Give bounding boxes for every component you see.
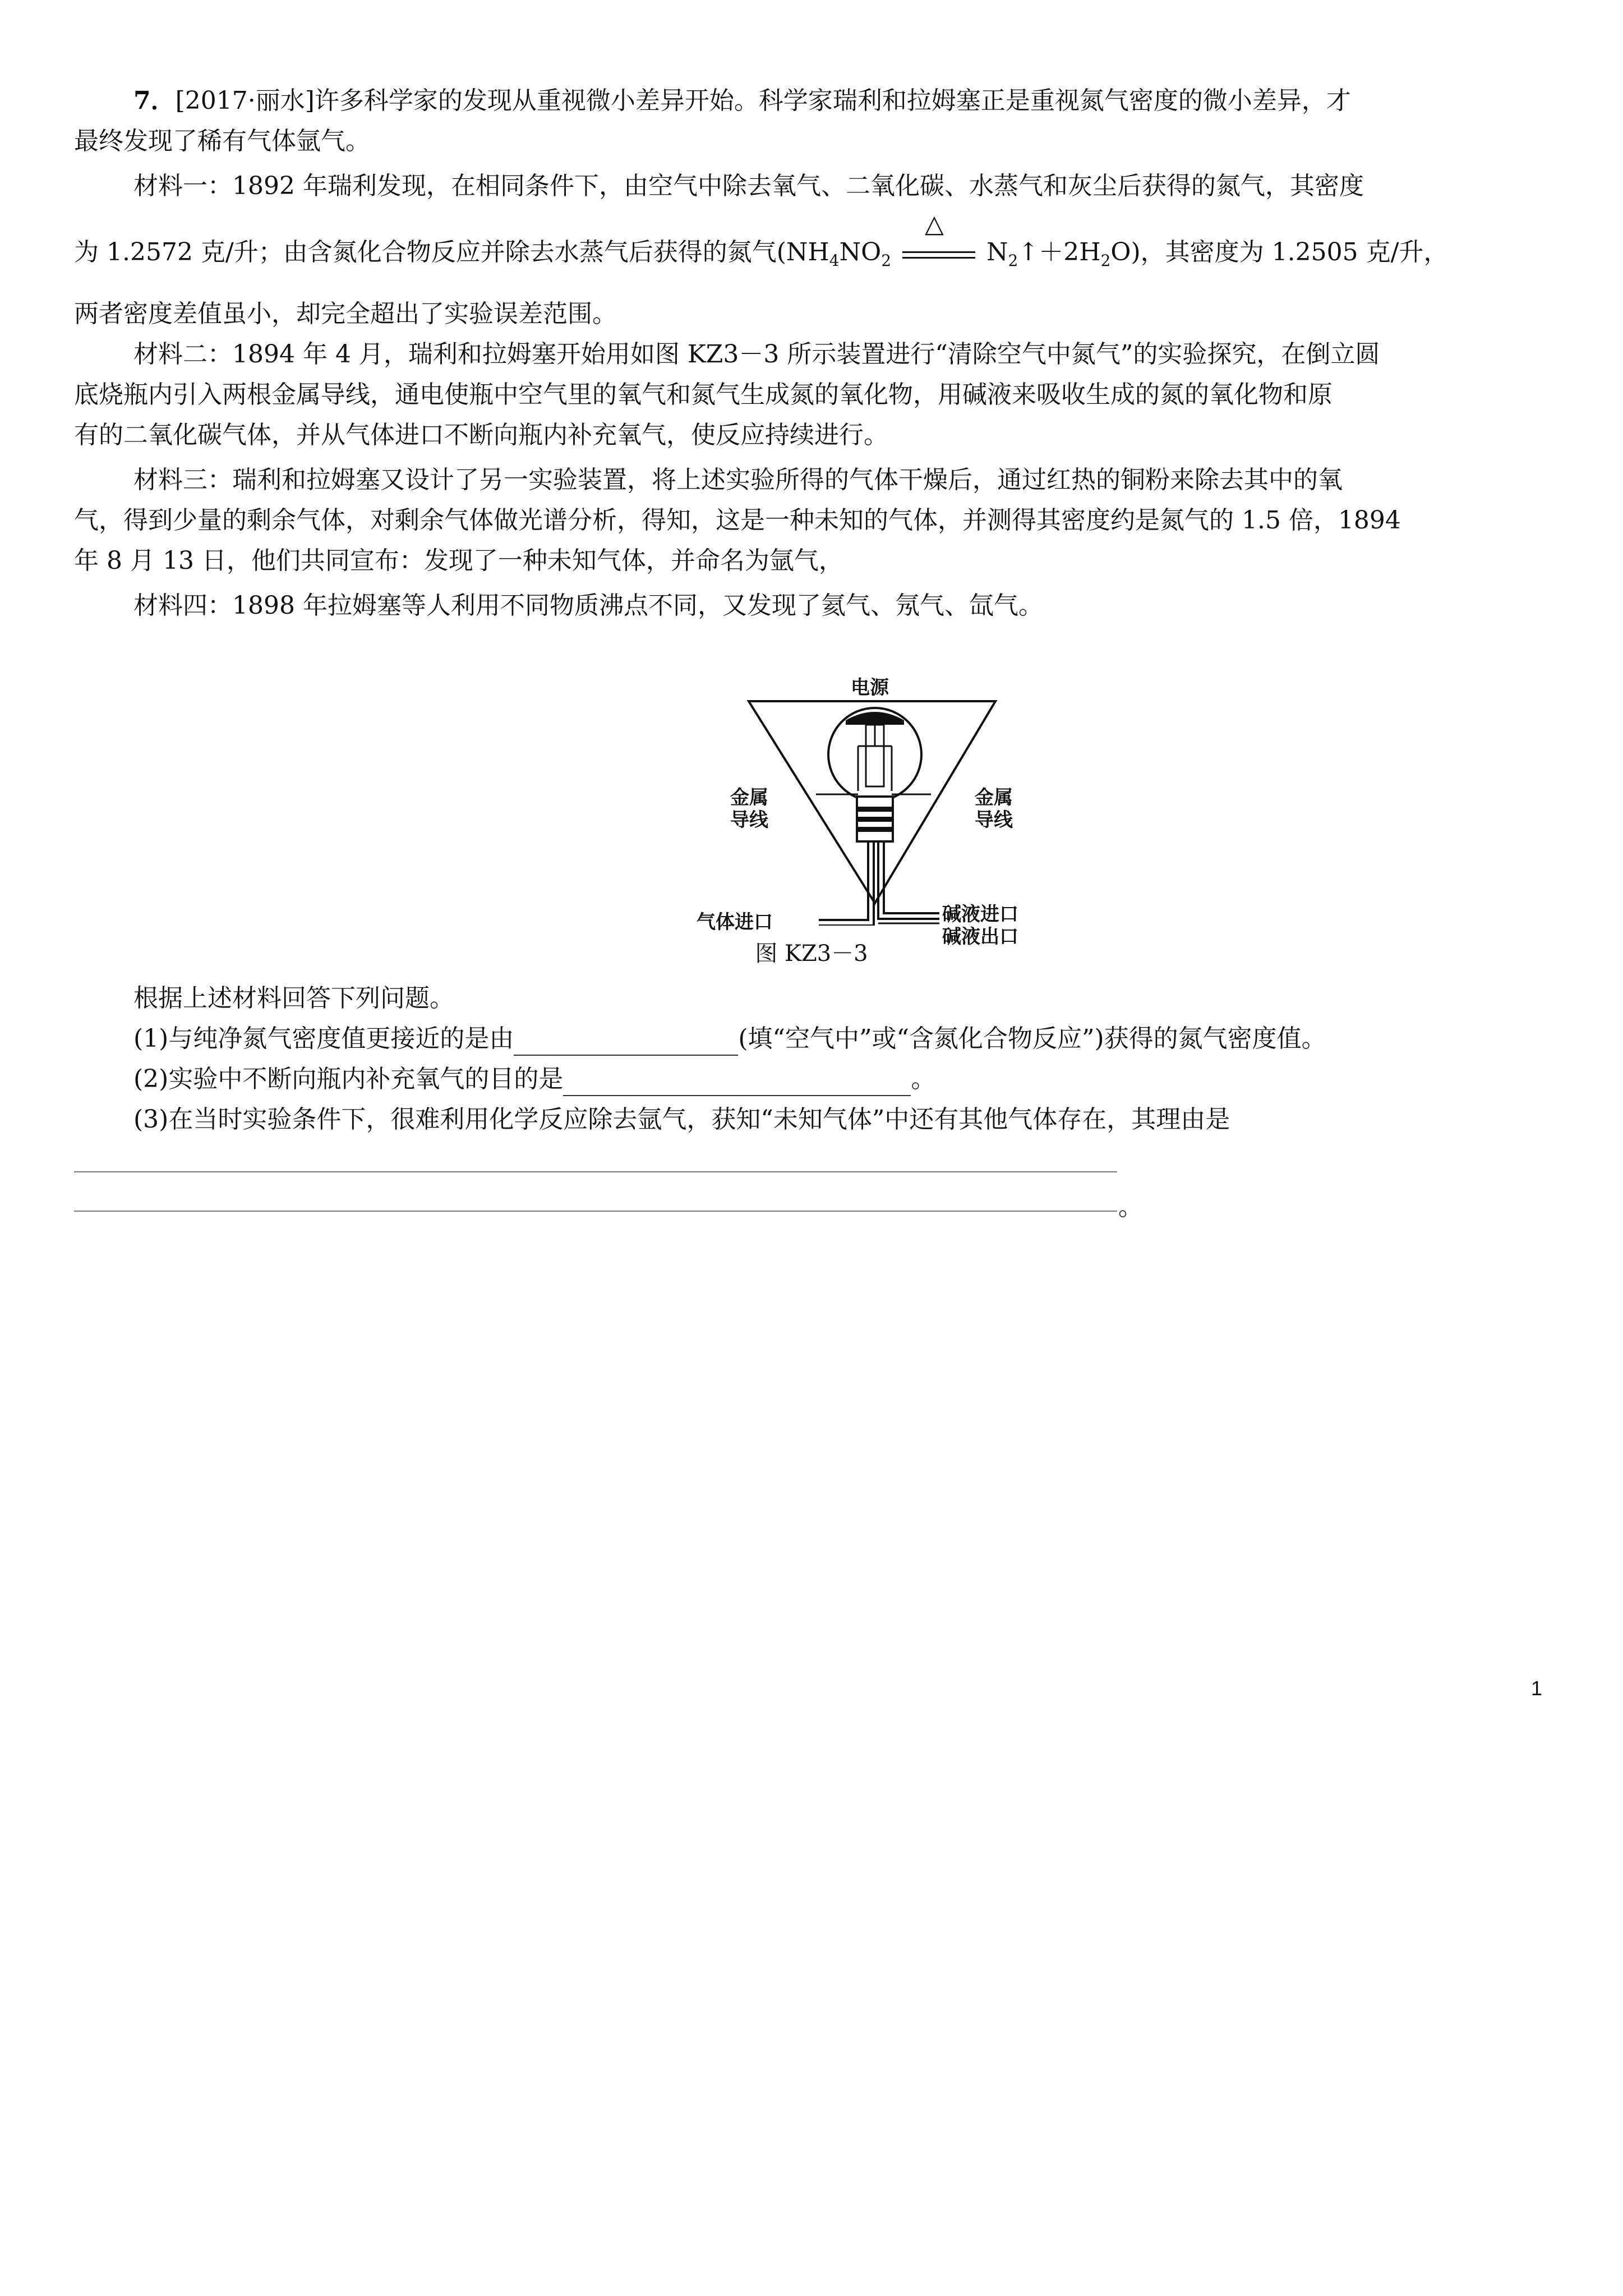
stopper-band-2 bbox=[856, 817, 894, 822]
apparatus-figure bbox=[690, 662, 1054, 954]
question-source: [2017·丽水] bbox=[175, 86, 315, 115]
heat-triangle: △ bbox=[925, 210, 944, 238]
page-number: 1 bbox=[1531, 1677, 1543, 1700]
stopper-band-1 bbox=[856, 807, 894, 812]
answer-line-3a[interactable] bbox=[74, 1171, 1117, 1172]
material1-line2: 为 1.2572 克/升；由含氮化合物反应并除去水蒸气后获得的氮气($NH_4NO_2$ △ $N_2↑+2H_2O$)，其密度为 1.2505 克/升， bbox=[0, 236, 1623, 269]
answer-line-3b[interactable] bbox=[74, 1211, 1117, 1212]
material4-line1: 材料四：1898 年拉姆塞等人利用不同物质沸点不同，又发现了氦气、氖气、氙气。 bbox=[133, 591, 1043, 620]
gas-inlet-label: 气体进口 bbox=[697, 911, 773, 933]
question-intro-line2: 最终发现了稀有气体氩气。 bbox=[74, 127, 370, 155]
question-3: (3)在当时实验条件下，很难利用化学反应除去氩气，获知“未知气体”中还有其他气体存在，其理由是 bbox=[133, 1105, 1230, 1134]
figure-caption: 图 KZ3－3 bbox=[755, 941, 868, 967]
wire-right-label-1: 金属 bbox=[975, 786, 1013, 809]
question-2: (2)实验中不断向瓶内补充氧气的目的是 。 bbox=[0, 1062, 1623, 1096]
power-label: 电源 bbox=[851, 677, 889, 699]
stopper-band-3 bbox=[856, 827, 894, 832]
alkali-outlet-label: 碱液出口 bbox=[942, 926, 1018, 948]
question-intro-line1 bbox=[0, 84, 1623, 118]
alkali-inlet-label: 碱液进口 bbox=[942, 903, 1018, 926]
material3-line2: 气，得到少量的剩余气体，对剩余气体做光谱分析，得知，这是一种未知的气体，并测得其密度约是氮气的 1.5 倍，1894 bbox=[74, 506, 1401, 535]
material3-line3: 年 8 月 13 日，他们共同宣布：发现了一种未知气体，并命名为氩气， bbox=[74, 546, 843, 575]
questions-prompt: 根据上述材料回答下列问题。 bbox=[133, 984, 454, 1013]
material2-line1: 材料二：1894 年 4 月，瑞利和拉姆塞开始用如图 KZ3－3 所示装置进行“清除空气中氮气”的实验探究，在倒立圆 bbox=[133, 340, 1380, 369]
question-3-end: 。 bbox=[1118, 1193, 1143, 1221]
material1-line1: 材料一：1892 年瑞利发现，在相同条件下，由空气中除去氧气、二氧化碳、水蒸气和灰尘后获得的氮气，其密度 bbox=[133, 172, 1364, 200]
wire-right-label-2: 导线 bbox=[975, 809, 1013, 831]
material1-line3: 两者密度差值虽小，却完全超出了实验误差范围。 bbox=[74, 300, 617, 328]
question-1: (1)与纯净氮气密度值更接近的是由 (填“空气中”或“含氮化合物反应”)获得的氮气密度值。 bbox=[0, 1022, 1623, 1056]
answer-blank-1[interactable] bbox=[514, 1029, 738, 1056]
wire-left-label-1: 金属 bbox=[730, 786, 768, 809]
heating-equals-sign bbox=[891, 210, 986, 269]
question-intro-text: 许多科学家的发现从重视微小差异开始。科学家瑞利和拉姆塞正是重视氮气密度的微小差异，才 bbox=[314, 86, 1351, 115]
question-number: 7． bbox=[133, 86, 176, 115]
answer-blank-2[interactable] bbox=[563, 1069, 911, 1096]
wire-left-label-2: 导线 bbox=[730, 809, 768, 831]
material3-line1: 材料三：瑞利和拉姆塞又设计了另一实验装置，将上述实验所得的气体干燥后，通过红热的铜粉来除去其中的氧 bbox=[133, 466, 1343, 494]
material2-line2: 底烧瓶内引入两根金属导线，通电使瓶中空气里的氧气和氮气生成氮的氧化物，用碱液来吸收生成的氮的氧化物和原 bbox=[74, 380, 1332, 409]
material2-line3: 有的二氧化碳气体，并从气体进口不断向瓶内补充氧气，使反应持续进行。 bbox=[74, 421, 888, 449]
